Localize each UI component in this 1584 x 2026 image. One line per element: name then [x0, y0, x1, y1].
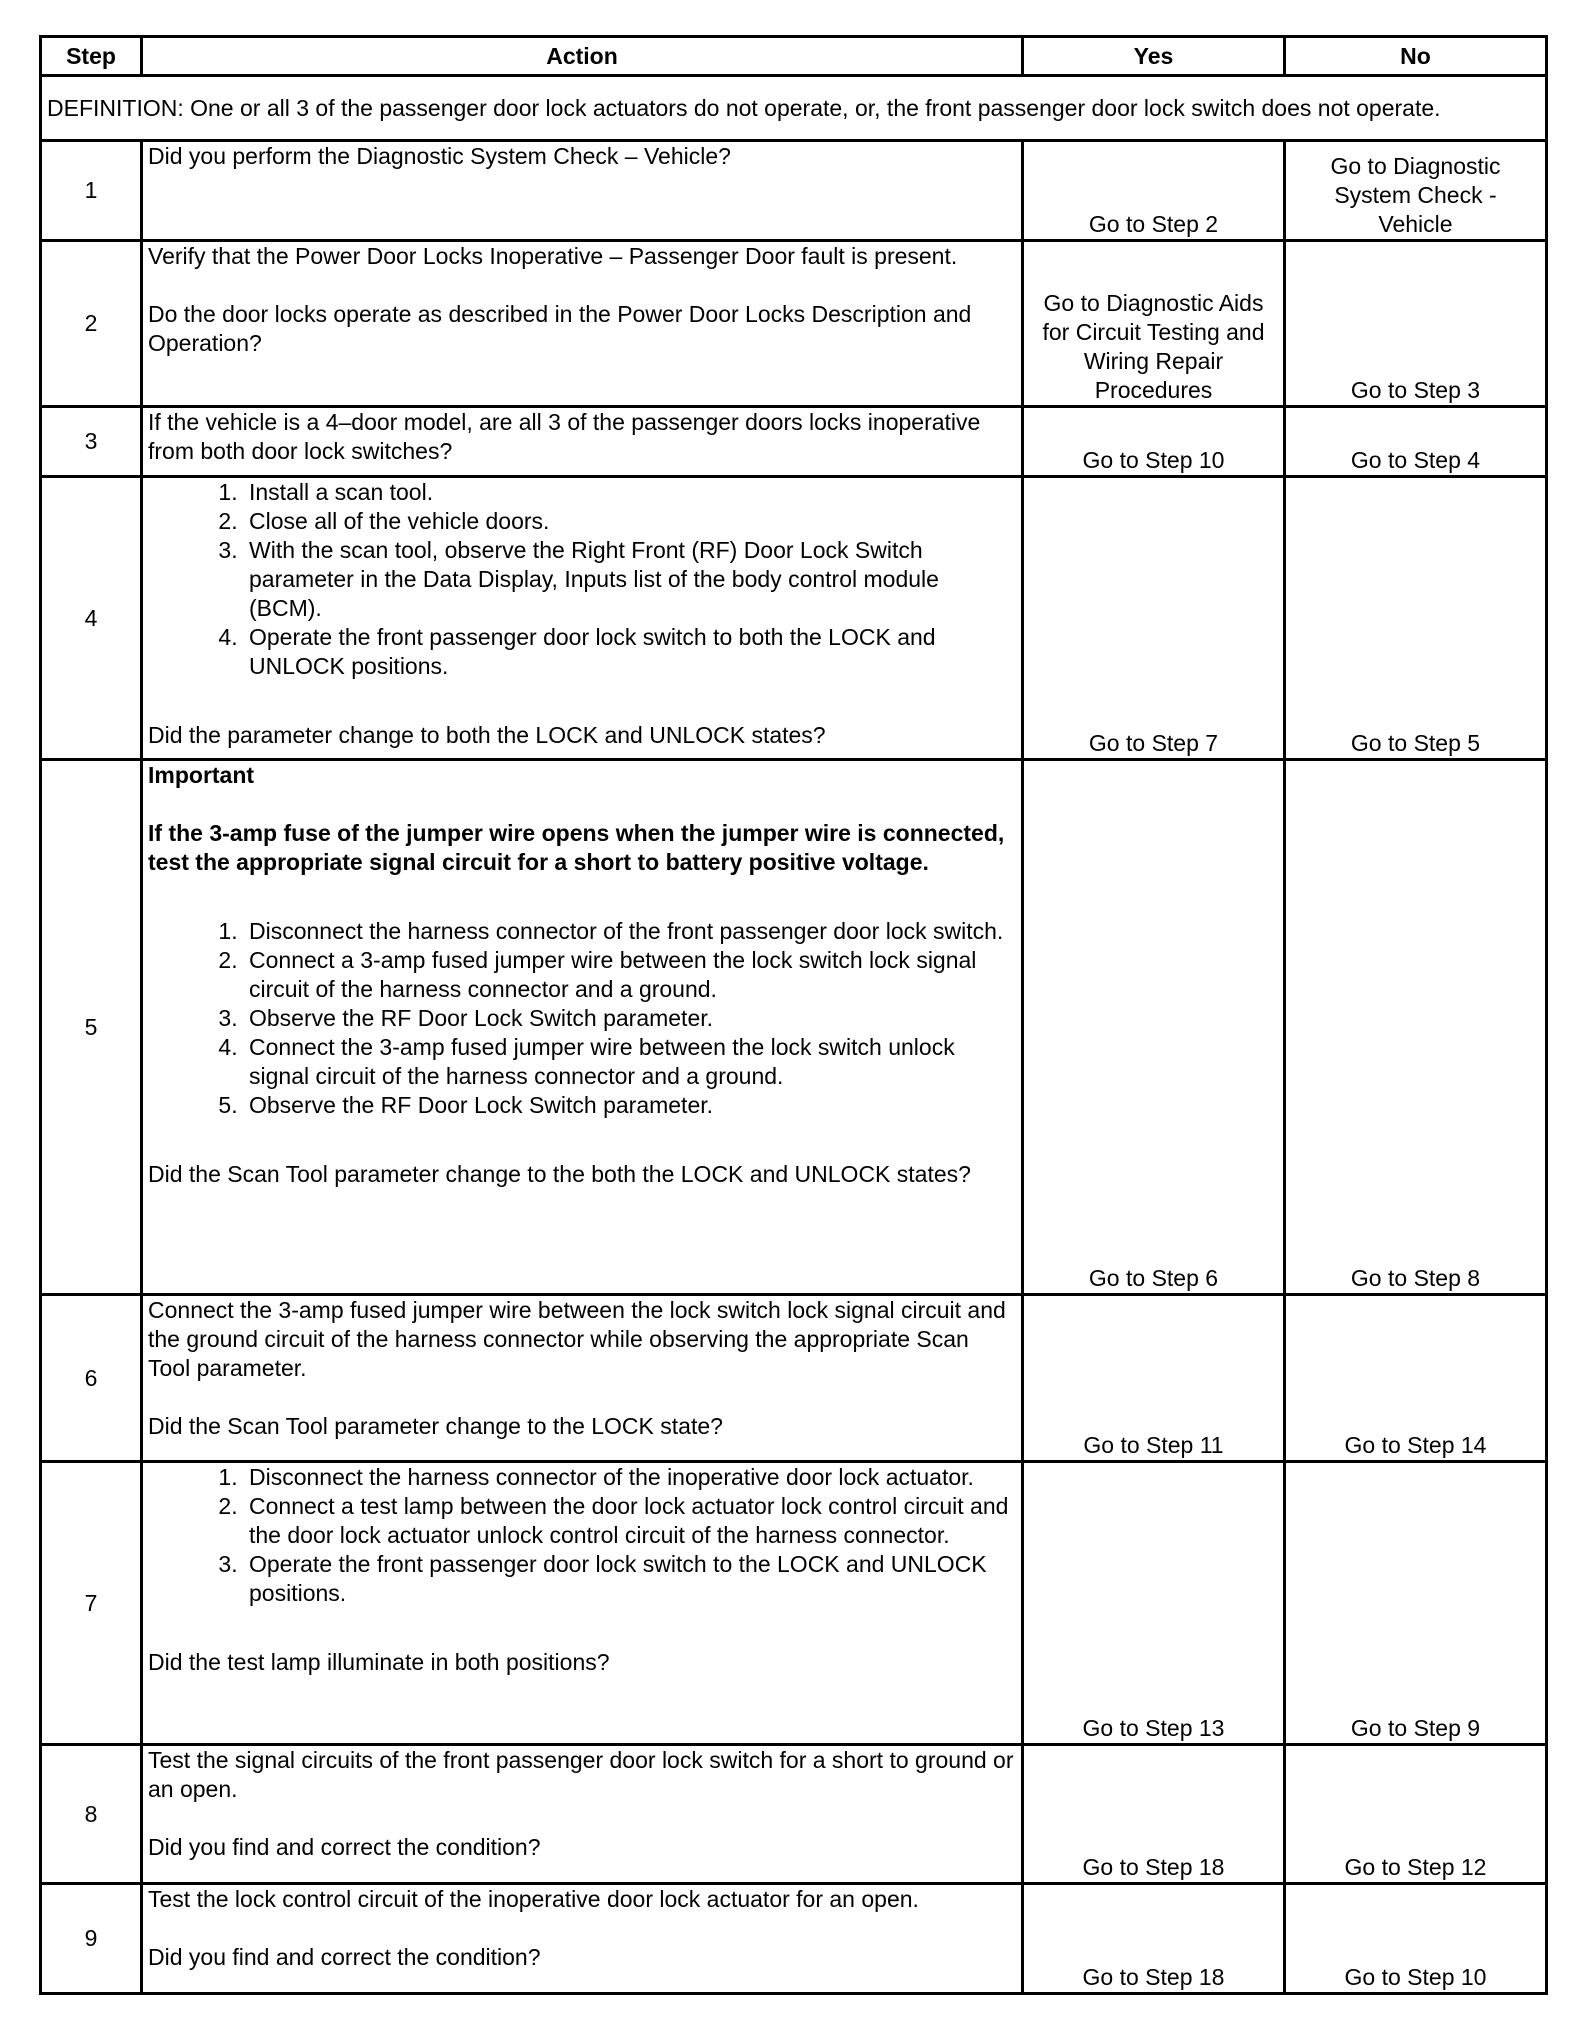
list-item: 4. Operate the front passenger door lock switch to both the LOCK and UNLOCK positions.	[244, 623, 1016, 681]
action-question: If the vehicle is a 4–door model, are all 3 of the passenger doors locks inoperative from both door lock switches?	[148, 409, 981, 464]
action-list	[148, 478, 1016, 681]
step-number: 2	[41, 241, 142, 407]
table-row	[41, 1745, 1547, 1884]
yes-cell: Go to Step 18	[1023, 1745, 1285, 1884]
list-item: 3. Observe the RF Door Lock Switch parameter.	[244, 1004, 1016, 1033]
action-intro: Test the signal circuits of the front passenger door lock switch for a short to ground or an open.	[148, 1747, 1014, 1802]
step-number: 4	[41, 477, 142, 760]
action-question: Did you find and correct the condition?	[148, 1834, 541, 1860]
header-yes: Yes	[1023, 37, 1285, 76]
table-row	[41, 407, 1547, 477]
no-cell: Go to Step 14	[1285, 1295, 1547, 1462]
list-item: 3. Operate the front passenger door lock switch to the LOCK and UNLOCK positions.	[244, 1550, 1016, 1608]
list-item: 4. Connect the 3-amp fused jumper wire between the lock switch unlock signal circuit of the harness connector and a ground.	[244, 1033, 1016, 1091]
definition-row	[41, 76, 1547, 141]
no-cell: Go to Step 8	[1285, 760, 1547, 1295]
table-row	[41, 1295, 1547, 1462]
spacer	[148, 790, 1016, 819]
action-question: Do the door locks operate as described in the Power Door Locks Description and Operation?	[148, 301, 972, 356]
action-cell	[142, 1745, 1023, 1884]
step-number: 8	[41, 1745, 142, 1884]
list-item: 2. Close all of the vehicle doors.	[244, 507, 1016, 536]
action-list	[148, 917, 1016, 1120]
header-row	[41, 37, 1547, 76]
action-question: Did the test lamp illuminate in both positions?	[148, 1649, 610, 1675]
action-intro: Verify that the Power Door Locks Inoperative – Passenger Door fault is present.	[148, 243, 958, 269]
spacer	[148, 1914, 1016, 1943]
no-cell: Go to Step 9	[1285, 1462, 1547, 1745]
action-question: Did you perform the Diagnostic System Check – Vehicle?	[148, 143, 731, 169]
action-cell	[142, 141, 1023, 241]
spacer	[148, 1804, 1016, 1833]
header-action: Action	[142, 37, 1023, 76]
step-number: 7	[41, 1462, 142, 1745]
yes-cell	[1023, 241, 1285, 407]
no-cell: Go to Step 10	[1285, 1884, 1547, 1994]
list-item: 5. Observe the RF Door Lock Switch parameter.	[244, 1091, 1016, 1120]
list-item: 2. Connect a 3-amp fused jumper wire between the lock switch lock signal circuit of the harness connector and a ground.	[244, 946, 1016, 1004]
no-cell	[1285, 141, 1547, 241]
table-row	[41, 760, 1547, 1295]
action-cell	[142, 407, 1023, 477]
list-item: 1. Disconnect the harness connector of the front passenger door lock switch.	[244, 917, 1016, 946]
list-item: 1. Install a scan tool.	[244, 478, 1016, 507]
no-line: Go to Diagnostic	[1330, 153, 1501, 179]
yes-line: Go to Diagnostic Aids	[1043, 290, 1264, 316]
header-no: No	[1285, 37, 1547, 76]
definition-text: DEFINITION: One or all 3 of the passenger door lock actuators do not operate, or, the front passenger door lock switch does not operate.	[41, 76, 1547, 141]
no-cell: Go to Step 4	[1285, 407, 1547, 477]
action-question: Did the parameter change to both the LOCK and UNLOCK states?	[148, 722, 826, 748]
step-number: 3	[41, 407, 142, 477]
no-line: Vehicle	[1378, 211, 1453, 237]
action-intro: Connect the 3-amp fused jumper wire between the lock switch lock signal circuit and the ground circuit of the harness connector while observing the appropriate Scan Tool parameter.	[148, 1297, 1006, 1381]
action-cell	[142, 1884, 1023, 1994]
table-row	[41, 1462, 1547, 1745]
action-cell	[142, 760, 1023, 1295]
header-step: Step	[41, 37, 142, 76]
important-title: Important	[148, 762, 255, 788]
step-number: 1	[41, 141, 142, 241]
yes-line: for Circuit Testing and	[1042, 319, 1265, 345]
spacer	[148, 1120, 1016, 1160]
step-number: 5	[41, 760, 142, 1295]
table-row	[41, 141, 1547, 241]
yes-line: Wiring Repair	[1083, 348, 1224, 374]
no-line: System Check -	[1334, 182, 1497, 208]
spacer	[148, 1608, 1016, 1648]
yes-line: Procedures	[1094, 377, 1213, 403]
action-cell	[142, 477, 1023, 760]
yes-cell: Go to Step 11	[1023, 1295, 1285, 1462]
action-question: Did the Scan Tool parameter change to the both the LOCK and UNLOCK states?	[148, 1161, 971, 1187]
important-text: If the 3-amp fuse of the jumper wire opens when the jumper wire is connected, test the appropriate signal circuit for a short to battery positive voltage.	[148, 820, 1005, 875]
yes-cell: Go to Step 10	[1023, 407, 1285, 477]
no-cell: Go to Step 3	[1285, 241, 1547, 407]
spacer	[148, 271, 1016, 300]
yes-cell: Go to Step 6	[1023, 760, 1285, 1295]
list-item: 1. Disconnect the harness connector of the inoperative door lock actuator.	[244, 1463, 1016, 1492]
action-cell	[142, 1462, 1023, 1745]
list-item: 3. With the scan tool, observe the Right Front (RF) Door Lock Switch parameter in the Data Display, Inputs list of the body control module (BCM).	[244, 536, 1016, 623]
yes-cell: Go to Step 13	[1023, 1462, 1285, 1745]
spacer	[148, 1383, 1016, 1412]
table-row	[41, 1884, 1547, 1994]
table-row	[41, 477, 1547, 760]
action-question: Did you find and correct the condition?	[148, 1944, 541, 1970]
action-cell	[142, 241, 1023, 407]
step-number: 6	[41, 1295, 142, 1462]
action-question: Did the Scan Tool parameter change to the LOCK state?	[148, 1413, 723, 1439]
spacer	[148, 877, 1016, 917]
table-row	[41, 241, 1547, 407]
spacer	[148, 681, 1016, 721]
yes-cell: Go to Step 7	[1023, 477, 1285, 760]
no-cell: Go to Step 5	[1285, 477, 1547, 760]
action-list	[148, 1463, 1016, 1608]
no-cell: Go to Step 12	[1285, 1745, 1547, 1884]
diagnostic-table	[39, 35, 1548, 1995]
yes-cell: Go to Step 18	[1023, 1884, 1285, 1994]
action-cell	[142, 1295, 1023, 1462]
step-number: 9	[41, 1884, 142, 1994]
list-item: 2. Connect a test lamp between the door lock actuator lock control circuit and the door lock actuator unlock control circuit of the harness connector.	[244, 1492, 1016, 1550]
action-intro: Test the lock control circuit of the inoperative door lock actuator for an open.	[148, 1886, 919, 1912]
yes-cell: Go to Step 2	[1023, 141, 1285, 241]
